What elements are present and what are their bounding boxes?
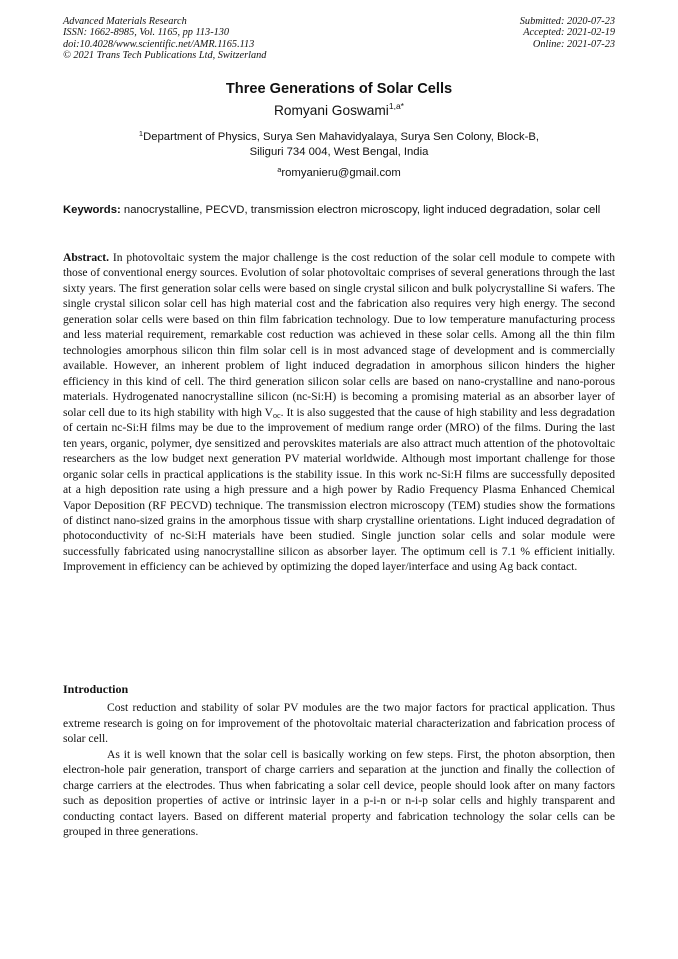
- accepted-date: Accepted: 2021-02-19: [523, 27, 615, 39]
- paper-title: Three Generations of Solar Cells: [225, 81, 453, 97]
- introduction-body: [63, 700, 615, 840]
- journal-name: Advanced Materials Research: [63, 16, 187, 27]
- introduction-paragraph-1: Cost reduction and stability of solar PV modules are the two major factors for practical application. Thus extreme research is going on for improvement of the photovoltaic material characterization and fabrication process of solar cell.: [63, 701, 615, 745]
- abstract-label: Abstract.: [63, 251, 110, 264]
- journal-doi: doi:10.4028/www.scientific.net/AMR.1165.113: [63, 38, 255, 50]
- affiliation: [0, 130, 678, 160]
- voc-subscript: oc: [273, 410, 281, 420]
- keywords: [63, 203, 615, 218]
- affiliation-mark: 1: [138, 129, 144, 138]
- author-marks: 1,a*: [388, 101, 404, 111]
- introduction-heading: Introduction: [63, 682, 129, 696]
- submitted-date: Submitted: 2020-07-23: [519, 16, 615, 27]
- email-address[interactable]: romyanieru@gmail.com: [281, 167, 401, 179]
- keywords-text: nanocrystalline, PECVD, transmission electron microscopy, light induced degradation, solar cell: [123, 204, 601, 216]
- dates-header: [520, 16, 615, 50]
- author: [0, 103, 678, 118]
- affiliation-line-1: $^1$Department of Physics, Surya Sen Mahavidyalaya, Surya Sen Colony, Block-B,: [138, 129, 540, 143]
- online-date: Online: 2021-07-23: [532, 38, 615, 50]
- abstract: [63, 250, 615, 575]
- author-email: [0, 167, 678, 179]
- abstract-text-part-1: In photovoltaic system the major challenge is the cost reduction of the solar cell module to compete with those of conventional energy sources. Evolution of solar photovoltaic comprises of several generations through the last sixty years. The first generation solar cells were based on single crystal silicon and bulk polycrystalline Si wafers. The single crystal silicon solar cell has high material cost and the fabrication also requires very high energy. The second generation solar cells were based on thin film fabrication technology. Due to low temperature manufacturing process and less material requirement, remarkable cost reduction was achieved in these solar cells. Among all the thin film technologies amorphous silicon thin film solar cell is in most advanced stage of development and is commercially available. However, an inherent problem of light induced degradation in amorphous silicon hinders the higher efficiency in this kind of cell. The third generation silicon solar cells are based on nano-crystalline and nano-porous materials. Hydrogenated nanocrystalline silicon (nc-Si:H) is becoming a promising material as an absorber layer of solar cell due to its high stability with high V: [63, 251, 615, 419]
- journal-copyright: © 2021 Trans Tech Publications Ltd, Switzerland: [63, 50, 267, 62]
- affiliation-line-2: Siliguri 734 004, West Bengal, India: [249, 146, 429, 158]
- abstract-text-part-2: . It is also suggested that the cause of high stability and less degradation of certain nc-Si:H films may be due to the improvement of medium range order (MRO) of the films. During the last ten years, organic, polymer, dye sensitized and perovskites materials are also attract much attention of the photovoltaic researchers as the low budget next generation PV material worldwide. Although most important challenge for those organic solar cells in practical applications is the stability issue. In this work nc-Si:H films are successfully deposited at a high deposition rate using a high pressure and a high power by Radio Frequency Plasma Enhanced Chemical Vapor Deposition (RF PECVD) technique. The transmission electron microscopy (TEM) studies show the formations of distinct nano-sized grains in the amorphous tissue with sharp crystalline orientations. Light induced degradation of photoconductivity of nc-Si:H materials have been studied. Single junction solar cells and solar module were successfully fabricated using nanocrystalline silicon as absorber layer. The optimum cell is 7.1 % efficient initially. Improvement in efficiency can be achieved by optimizing the doped layer/interface and using Ag back contact.: [63, 405, 615, 574]
- journal-header: [63, 16, 266, 62]
- journal-issn: ISSN: 1662-8985, Vol. 1165, pp 113-130: [63, 27, 230, 39]
- author-name: Romyani Goswami: [274, 103, 389, 118]
- keywords-label: Keywords:: [63, 204, 121, 216]
- introduction-paragraph-2: As it is well known that the solar cell is basically working on few steps. First, the photon absorption, then electron-hole pair generation, transport of charge carriers and separation at the junction and finally the collection of charge carriers at the electrodes. Thus when fabricating a solar cell device, people should look after on many factors such as deposition properties of active or intrinsic layer in a p-i-n or n-i-p solar cells and highly transparent and conducting contact layers. Based on different material property and fabrication technology the solar cells can be grouped in three generations.: [63, 747, 615, 838]
- email-mark: a: [277, 165, 282, 174]
